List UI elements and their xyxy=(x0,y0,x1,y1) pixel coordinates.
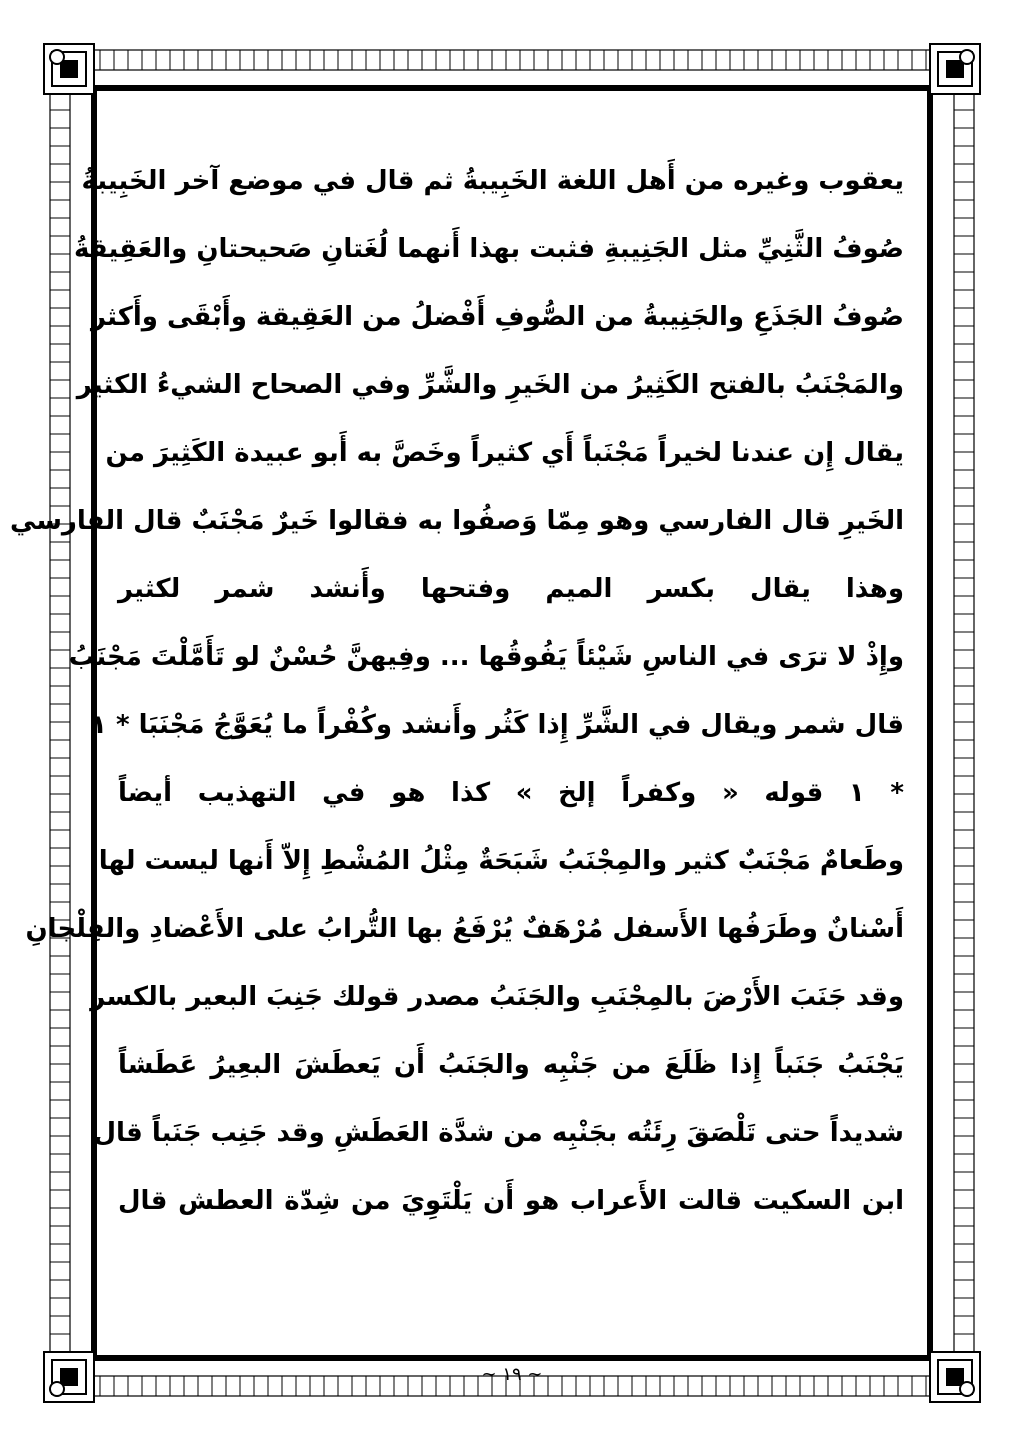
text-line: أَسْنانٌ وطَرَفُها الأَسفل مُرْهَفٌ يُرْفَعُ بها التُّرابُ على الأَعْضادِ والفِلْجانِ xyxy=(25,914,904,944)
text-line: والمَجْنَبُ بالفتح الكَثِيرُ من الخَيرِ والشَّرِّ وفي الصحاح الشيءُ الكثير xyxy=(76,370,904,400)
text-line: يعقوب وغيره من أَهل اللغة الخَبِيبةُ ثم قال في موضع آخر الخَبِيبةُ xyxy=(81,166,904,196)
corner-ornament-top-left xyxy=(44,44,94,94)
text-line: وإِذْ لا ترَى في الناسِ شَيْئاً يَفُوقُها ... وفِيهنَّ حُسْنٌ لو تَأَمَّلْتَ مَجْنَبُ xyxy=(68,642,904,672)
text-line: وطَعامٌ مَجْنَبٌ كثير والمِجْنَبُ شَبَحَةٌ مِثْلُ المُشْطِ إِلاّ أَنها ليست لها xyxy=(98,846,904,876)
page-number: ~ ١٩ ~ xyxy=(481,1364,543,1385)
corner-ornament-bottom-right xyxy=(930,1352,980,1402)
text-line: شديداً حتى تَلْصَقَ رِئَتُه بجَنْبِه من شدَّة العَطَشِ وقد جَنِب جَنَباً قال xyxy=(93,1118,904,1148)
footnote-line: * ١ قوله « وكفراً إلخ » كذا هو في التهذيب أيضاً xyxy=(118,778,904,808)
text-line: يقال إِن عندنا لخيراً مَجْنَباً أَي كثيراً وخَصَّ به أَبو عبيدة الكَثِيرَ من xyxy=(105,438,904,468)
text-line: ابن السكيت قالت الأَعراب هو أَن يَلْتَوِيَ من شِدّة العطش قال xyxy=(118,1186,904,1216)
text-line: وهذا يقال بكسر الميم وفتحها وأَنشد شمر لكثير xyxy=(118,574,904,604)
corner-ornament-bottom-left xyxy=(44,1352,94,1402)
corner-ornament-top-right xyxy=(930,44,980,94)
text-line: صُوفُ الثَّنِيِّ مثل الجَنِيبةِ فثبت بهذا أَنهما لُغَتانِ صَحيحتانِ والعَقِيقةُ xyxy=(73,234,904,264)
text-line: يَجْنَبُ جَنَباً إِذا ظَلَعَ من جَنْبِه والجَنَبُ أَن يَعطَشَ البعِيرُ عَطَشاً xyxy=(118,1050,904,1080)
text-line: صُوفُ الجَذَعِ والجَنِيبةُ من الصُّوفِ أَفْضلُ من العَقِيقة وأَبْقَى وأَكثر xyxy=(90,302,904,332)
text-line: قال شمر ويقال في الشَّرِّ إِذا كَثُر وأَنشد وكُفْراً ما يُعَوَّجُ مَجْنَبَا * ١ xyxy=(91,710,904,740)
text-line: الخَيرِ قال الفارسي وهو مِمّا وَصفُوا به فقالوا خَيرٌ مَجْنَبٌ قال الفارسي xyxy=(10,506,904,536)
text-line: وقد جَنَبَ الأَرْضَ بالمِجْنَبِ والجَنَبُ مصدر قولك جَنِبَ البعير بالكسر xyxy=(90,982,904,1012)
page-body-text xyxy=(10,118,904,1318)
